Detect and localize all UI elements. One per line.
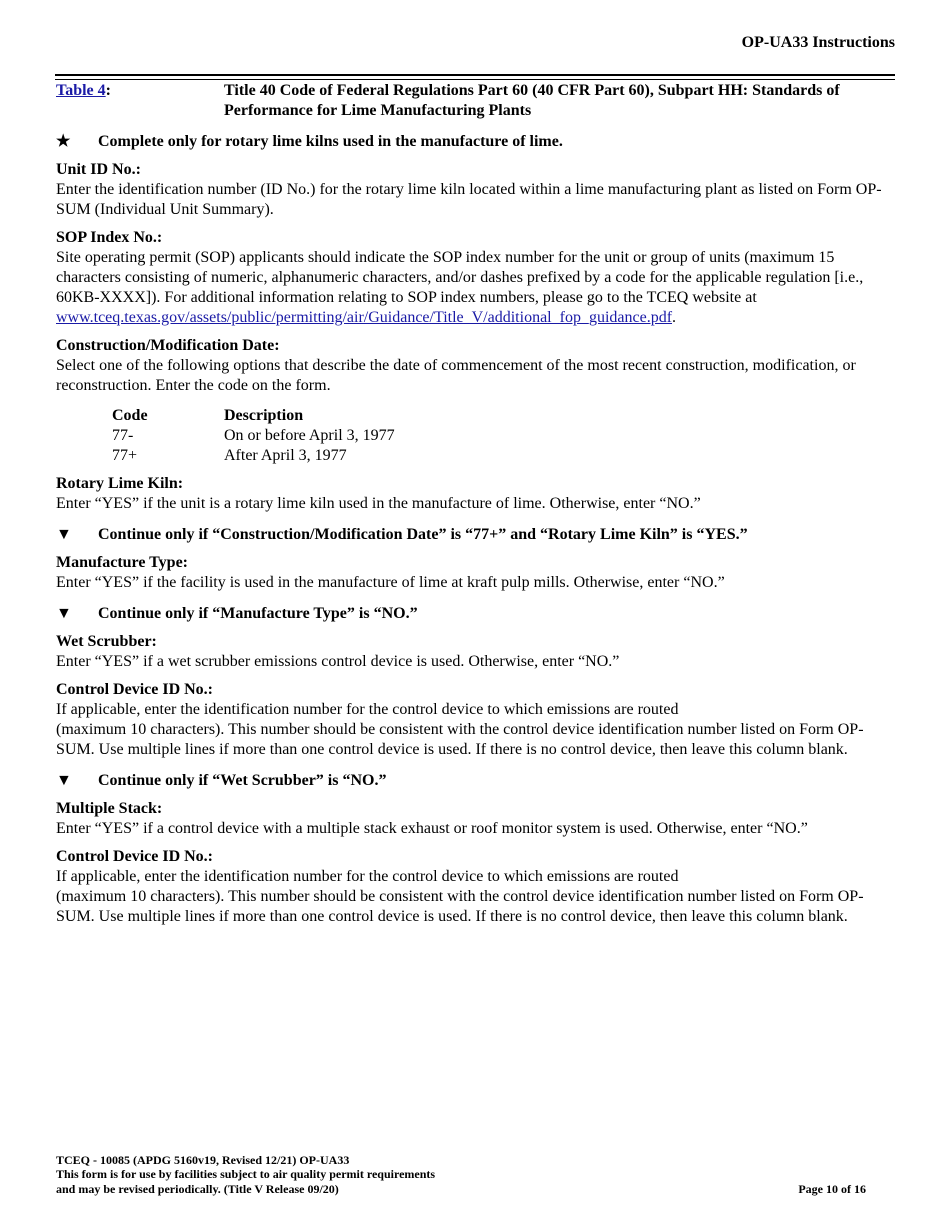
section-unit-id bbox=[56, 160, 896, 220]
section-wet-scrubber bbox=[56, 632, 896, 672]
footer-form-id: TCEQ - 10085 (APDG 5160v19, Revised 12/21) OP-UA33 bbox=[56, 1152, 350, 1167]
sop-index-text: Site operating permit (SOP) applicants should indicate the SOP index number for the unit or group of units (maximum 15 characters consisting of numeric, alphanumeric characters, and/or dashes prefixed by a code for the applicable regulation [i.e., 60KB-XXXX]). For additional information relating to SOP index numbers, please go to the TCEQ website at bbox=[56, 249, 864, 306]
construction-date-body: Select one of the following options that describe the date of commencement of the most recent construction, modification, or reconstruction. Enter the code on the form. bbox=[56, 357, 856, 394]
header-rule-thick bbox=[55, 74, 895, 76]
section-control-device-1 bbox=[56, 680, 896, 760]
multiple-stack-body: Enter “YES” if a control device with a multiple stack exhaust or roof monitor system is used. Otherwise, enter “NO.” bbox=[56, 820, 808, 837]
section-sop-index bbox=[56, 228, 896, 328]
multiple-stack-title: Multiple Stack: bbox=[56, 800, 163, 817]
triangle-down-icon: ▼ bbox=[56, 526, 72, 543]
section-rotary-lime-kiln bbox=[56, 474, 896, 514]
code-column-header: Code bbox=[112, 407, 148, 424]
continue-instruction-text: Continue only if “Manufacture Type” is “NO.” bbox=[98, 605, 418, 622]
section-control-device-2 bbox=[56, 847, 896, 927]
code-row bbox=[112, 446, 896, 466]
wet-scrubber-title: Wet Scrubber: bbox=[56, 633, 157, 650]
unit-id-body: Enter the identification number (ID No.) for the rotary lime kiln located within a lime manufacturing plant as listed on Form OP-SUM (Individual Unit Summary). bbox=[56, 181, 882, 218]
control-device-title: Control Device ID No.: bbox=[56, 681, 214, 698]
rotary-lime-kiln-title: Rotary Lime Kiln: bbox=[56, 475, 184, 492]
unit-id-title: Unit ID No.: bbox=[56, 161, 141, 178]
triangle-down-icon: ▼ bbox=[56, 772, 72, 789]
control-device-title: Control Device ID No.: bbox=[56, 848, 214, 865]
section-construction-date bbox=[56, 336, 896, 466]
wet-scrubber-body: Enter “YES” if a wet scrubber emissions control device is used. Otherwise, enter “NO.” bbox=[56, 653, 620, 670]
continue-instruction-text: Continue only if “Wet Scrubber” is “NO.” bbox=[98, 772, 387, 789]
continue-instruction-2 bbox=[56, 604, 896, 624]
code-description: On or before April 3, 1977 bbox=[224, 427, 395, 444]
manufacture-type-title: Manufacture Type: bbox=[56, 554, 188, 571]
table-title-text: Title 40 Code of Federal Regulations Part 60 (40 CFR Part 60), Subpart HH: Standards of Performance for Lime Manufacturing Plants bbox=[224, 82, 840, 119]
page-number: Page 10 of 16 bbox=[798, 1181, 866, 1196]
control-device-body-line1: If applicable, enter the identification number for the control device to which emissions are routed bbox=[56, 868, 679, 885]
page-header-title: OP-UA33 Instructions bbox=[741, 34, 895, 51]
code-value: 77- bbox=[112, 427, 134, 444]
code-table-header bbox=[112, 406, 896, 426]
star-instruction bbox=[56, 132, 896, 152]
document-body bbox=[56, 80, 896, 927]
continue-instruction-1 bbox=[56, 525, 896, 545]
star-instruction-text: Complete only for rotary lime kilns used in the manufacture of lime. bbox=[98, 133, 563, 150]
control-device-body-rest: (maximum 10 characters). This number should be consistent with the control device identification number listed on Form OP-SUM. Use multiple lines if more than one control device is used. If there is no control device, then leave this column blank. bbox=[56, 888, 864, 925]
construction-date-title: Construction/Modification Date: bbox=[56, 337, 280, 354]
page-footer bbox=[56, 1153, 866, 1197]
footer-usage-note: This form is for use by facilities subject to air quality permit requirements bbox=[56, 1167, 436, 1181]
sop-index-period: . bbox=[672, 309, 677, 326]
manufacture-type-body: Enter “YES” if the facility is used in the manufacture of lime at kraft pulp mills. Otherwise, enter “NO.” bbox=[56, 574, 725, 591]
sop-index-title: SOP Index No.: bbox=[56, 229, 163, 246]
code-table bbox=[112, 406, 896, 466]
section-manufacture-type bbox=[56, 553, 896, 593]
control-device-body-rest: (maximum 10 characters). This number should be consistent with the control device identification number listed on Form OP-SUM. Use multiple lines if more than one control device is used. If there is no control device, then leave this column blank. bbox=[56, 721, 864, 758]
code-row bbox=[112, 426, 896, 446]
table-label bbox=[56, 81, 224, 121]
continue-instruction-text: Continue only if “Construction/Modification Date” is “77+” and “Rotary Lime Kiln” is “YES.” bbox=[98, 526, 748, 543]
tceq-guidance-link[interactable]: www.tceq.texas.gov/assets/public/permitting/air/Guidance/Title_V/additional_fop_guidance.pdf bbox=[56, 309, 673, 326]
code-description: After April 3, 1977 bbox=[224, 447, 347, 464]
table-label-colon: : bbox=[105, 82, 111, 99]
table-title-row bbox=[56, 81, 896, 121]
rotary-lime-kiln-body: Enter “YES” if the unit is a rotary lime kiln used in the manufacture of lime. Otherwise, enter “NO.” bbox=[56, 495, 701, 512]
triangle-down-icon: ▼ bbox=[56, 605, 72, 622]
control-device-body-line1: If applicable, enter the identification number for the control device to which emissions are routed bbox=[56, 701, 679, 718]
section-multiple-stack bbox=[56, 799, 896, 839]
continue-instruction-3 bbox=[56, 771, 896, 791]
table-4-link[interactable]: Table 4 bbox=[56, 82, 106, 99]
sop-index-body bbox=[56, 248, 896, 328]
description-column-header: Description bbox=[224, 407, 304, 424]
star-icon: ★ bbox=[56, 133, 71, 150]
footer-revision-note: and may be revised periodically. (Title V Release 09/20) bbox=[56, 1181, 339, 1196]
code-value: 77+ bbox=[112, 447, 138, 464]
